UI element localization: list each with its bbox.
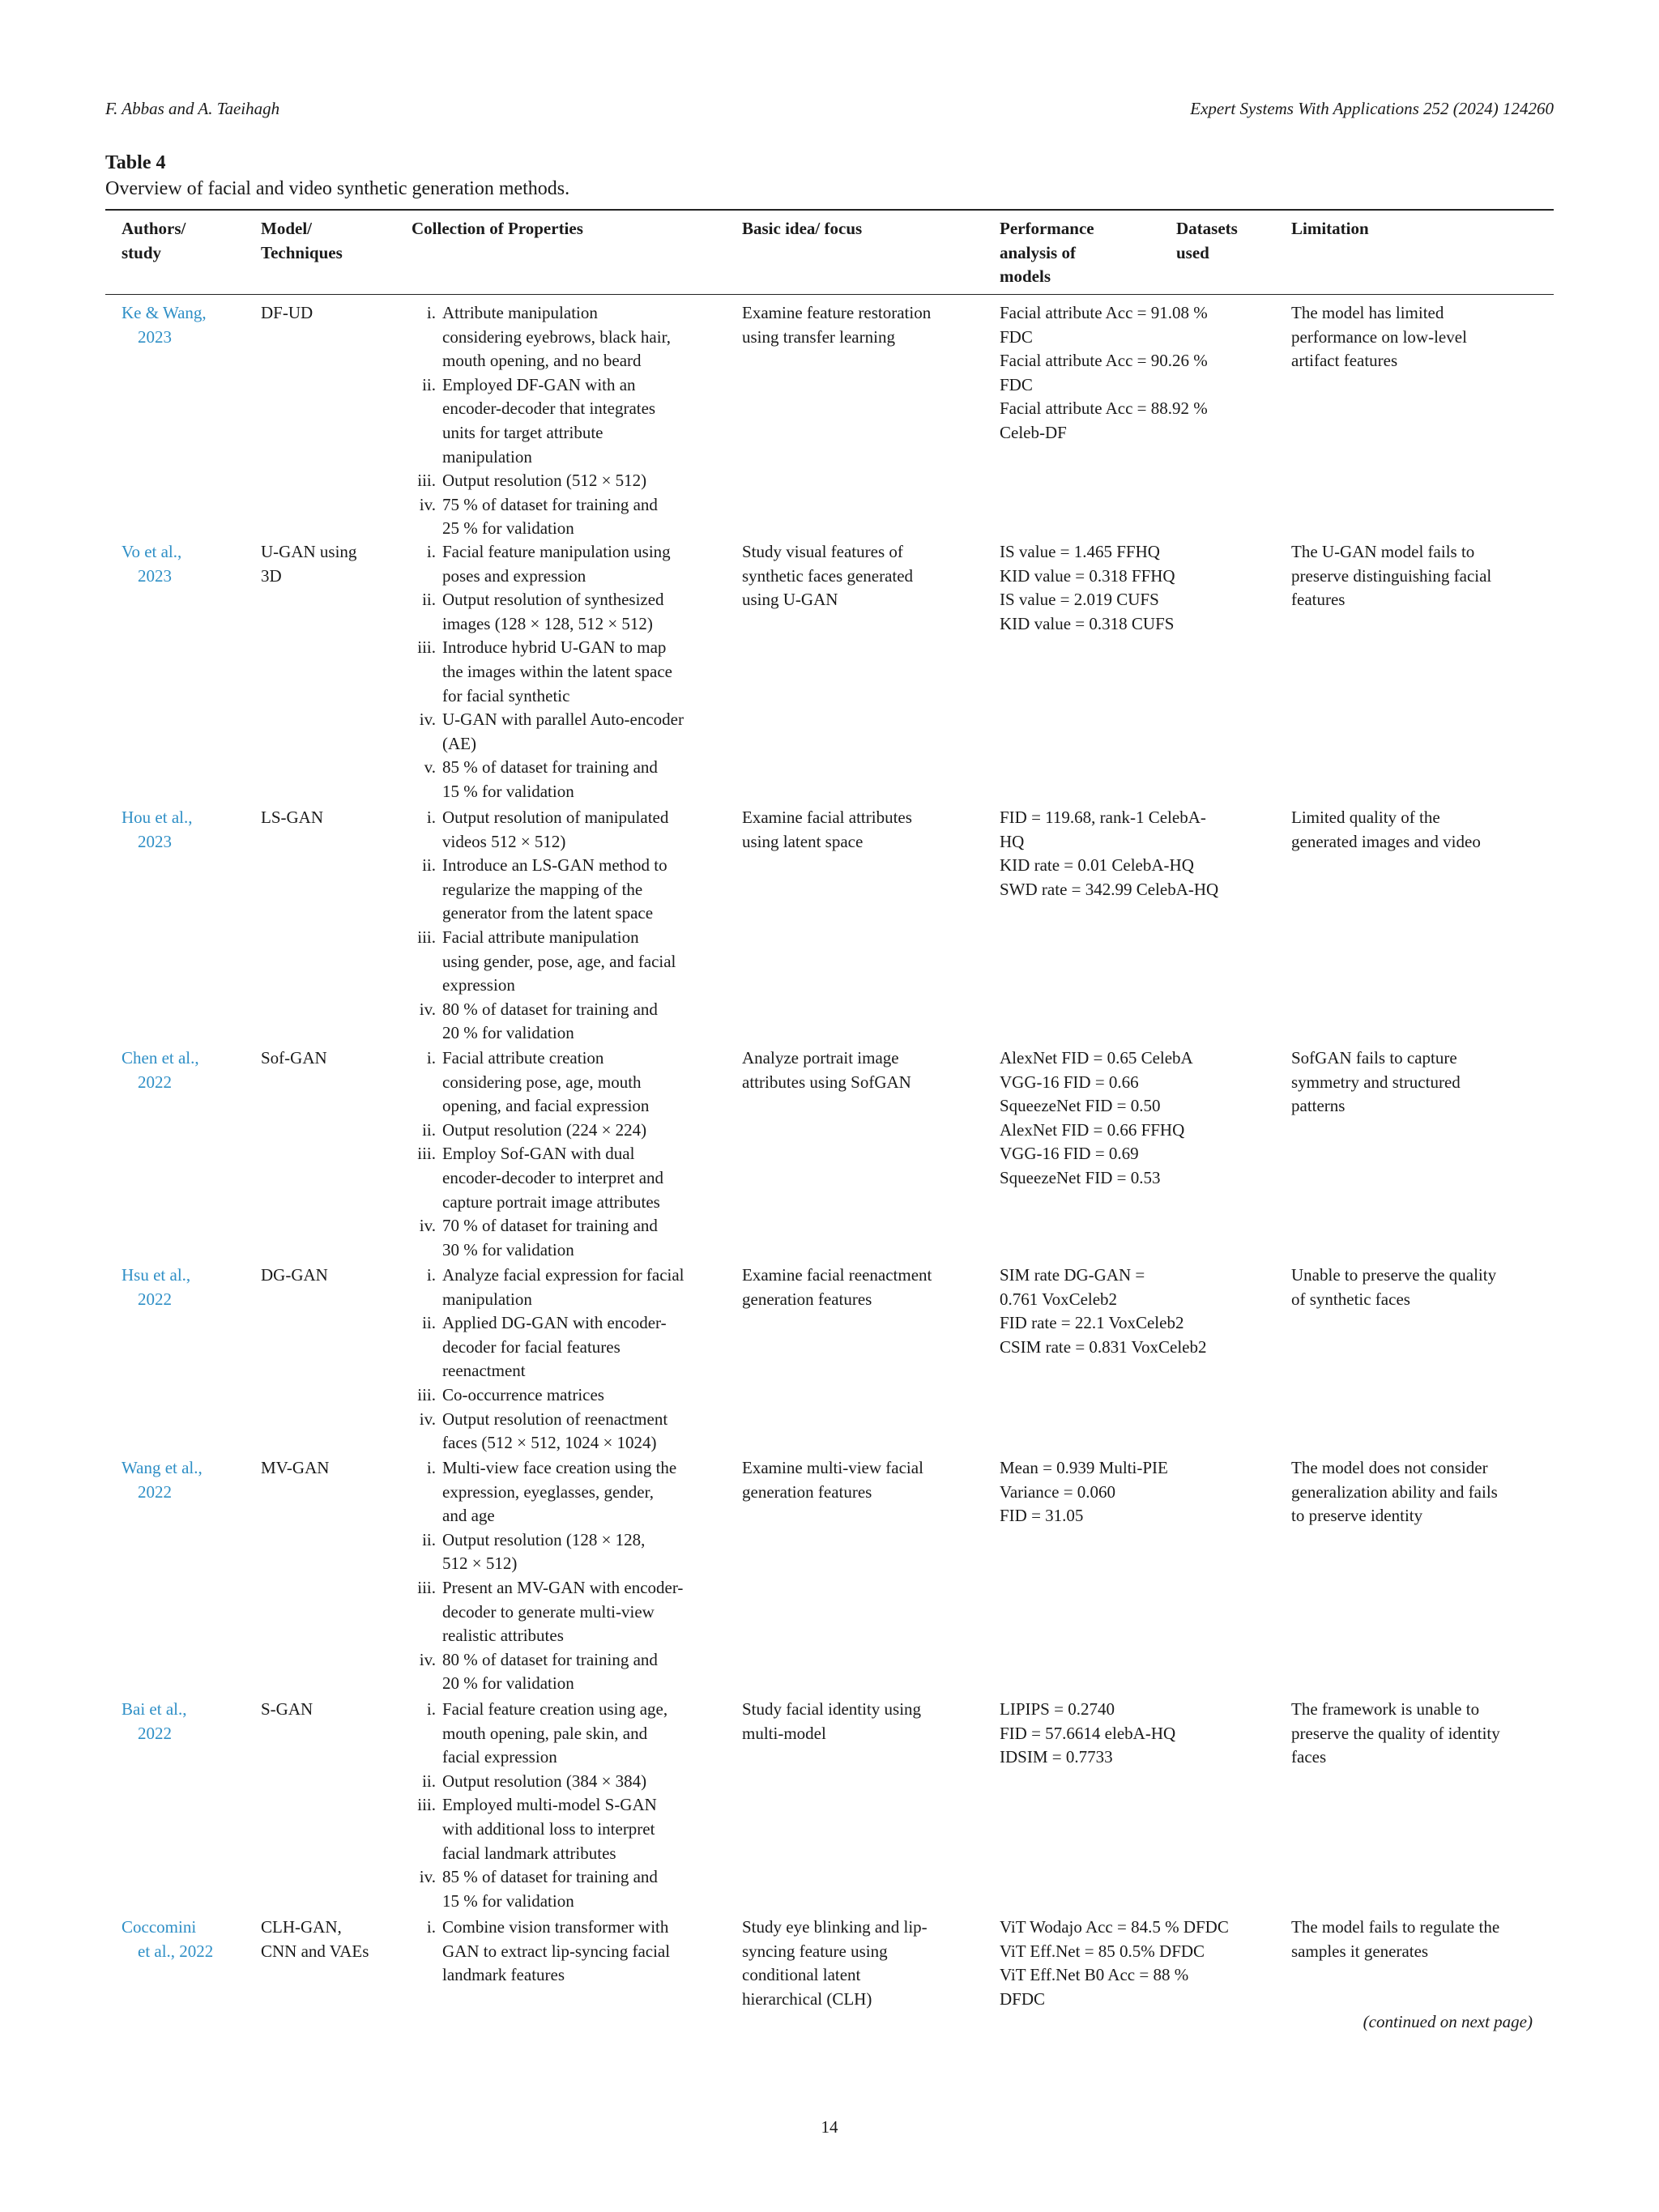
- list-item-number: iv.: [419, 1216, 436, 1236]
- list-item: [412, 1793, 825, 1865]
- header-authors: F. Abbas and A. Taeihagh: [105, 99, 280, 118]
- limitation-cell: The model does not consider generalization ability and fails to preserve identity: [1291, 1458, 1498, 1526]
- list-item: [412, 756, 825, 803]
- author-citation-link[interactable]: Bai et al., 2022: [122, 1699, 187, 1743]
- basic-idea-cell: Examine facial reenactment generation features: [742, 1265, 932, 1309]
- list-item-number: iii.: [417, 1144, 436, 1164]
- list-item-number: i.: [426, 1917, 436, 1937]
- list-item-text: Employed multi-model S-GAN with additional loss to interpret facial landmark attributes: [442, 1795, 657, 1863]
- list-item-text: Output resolution of manipulated videos 512 × 512): [442, 808, 669, 851]
- limitation-cell: Unable to preserve the quality of synthetic faces: [1291, 1265, 1497, 1309]
- basic-idea-cell: Analyze portrait image attributes using SofGAN: [742, 1048, 911, 1092]
- list-item-text: Present an MV-GAN with encoder- decoder to generate multi-view realistic attributes: [442, 1577, 684, 1646]
- author-citation-link[interactable]: Ke & Wang, 2023: [122, 303, 207, 347]
- list-item-number: iv.: [419, 1409, 436, 1429]
- col-header-authors: Authors/ study: [122, 219, 186, 262]
- limitation-cell: The model fails to regulate the samples it generates: [1291, 1917, 1500, 1961]
- basic-idea-cell: Study facial identity using multi-model: [742, 1699, 922, 1743]
- list-item-number: ii.: [422, 855, 436, 876]
- header-journal: Expert Systems With Applications 252 (2024) 124260: [1190, 99, 1554, 118]
- model-cell: U-GAN using 3D: [261, 542, 357, 586]
- limitation-cell: SofGAN fails to capture symmetry and structured patterns: [1291, 1048, 1461, 1116]
- list-item-text: Output resolution (384 × 384): [442, 1771, 647, 1791]
- list-item: [412, 1214, 825, 1262]
- list-item-number: i.: [426, 1265, 436, 1285]
- limitation-cell: The model has limited performance on low-level artifact features: [1291, 303, 1467, 371]
- list-item-number: iii.: [417, 1384, 436, 1404]
- col-header-limitation: Limitation: [1291, 219, 1369, 238]
- running-header: [105, 99, 1554, 123]
- list-item-number: ii.: [422, 1313, 436, 1333]
- list-item-text: Co-occurrence matrices: [442, 1384, 604, 1404]
- list-item-text: 85 % of dataset for training and 15 % for validation: [442, 1867, 658, 1911]
- list-item: [412, 1770, 825, 1794]
- list-item: [412, 469, 825, 493]
- list-item-text: Facial feature manipulation using poses and expression: [442, 542, 671, 586]
- limitation-cell: Limited quality of the generated images and video: [1291, 808, 1481, 851]
- list-item: [412, 493, 825, 541]
- col-header-datasets: Datasets used: [1176, 219, 1238, 262]
- list-item-number: v.: [424, 757, 436, 778]
- list-item: [412, 1865, 825, 1913]
- list-item-text: Introduce hybrid U-GAN to map the images within the latent space for facial synthetic: [442, 637, 672, 705]
- list-item-number: i.: [426, 808, 436, 827]
- list-item: [412, 1576, 825, 1648]
- list-item-number: i.: [426, 1048, 436, 1068]
- col-header-performance: Performance analysis of models: [1000, 219, 1094, 287]
- list-item-text: 80 % of dataset for training and 20 % for validation: [442, 1649, 658, 1694]
- list-item-text: Applied DG-GAN with encoder- decoder for facial features reenactment: [442, 1313, 667, 1381]
- list-item: [412, 854, 825, 926]
- list-item-number: iv.: [419, 1649, 436, 1669]
- list-item: [412, 1142, 825, 1214]
- list-item: [412, 1528, 825, 1576]
- model-cell: DG-GAN: [261, 1265, 328, 1285]
- page-number: 14: [821, 2117, 838, 2137]
- list-item-number: i.: [426, 1458, 436, 1477]
- list-item: [412, 636, 825, 708]
- list-item-text: U-GAN with parallel Auto-encoder (AE): [442, 710, 684, 753]
- limitation-cell: The framework is unable to preserve the quality of identity faces: [1291, 1699, 1500, 1767]
- model-cell: DF-UD: [261, 303, 313, 322]
- list-item: [412, 708, 825, 756]
- author-citation-link[interactable]: Chen et al., 2022: [122, 1048, 199, 1092]
- list-item-number: iii.: [417, 471, 436, 491]
- list-item: [412, 998, 825, 1046]
- list-item-text: Multi-view face creation using the expression, eyeglasses, gender, and age: [442, 1458, 677, 1526]
- list-item-number: iv.: [419, 1867, 436, 1887]
- list-item-text: Output resolution (128 × 128, 512 × 512): [442, 1529, 646, 1574]
- performance-cell: LIPIPS = 0.2740 FID = 57.6614 elebA-HQ IDSIM = 0.7733: [1000, 1699, 1176, 1767]
- list-item-text: Analyze facial expression for facial manipulation: [442, 1265, 684, 1309]
- list-item-number: iii.: [417, 1577, 436, 1597]
- list-item-number: iii.: [417, 1795, 436, 1815]
- list-item-text: Attribute manipulation considering eyebrows, black hair, mouth opening, and no beard: [442, 303, 671, 371]
- list-item-number: ii.: [422, 374, 436, 394]
- author-citation-link[interactable]: Coccomini et al., 2022: [122, 1917, 214, 1961]
- model-cell: Sof-GAN: [261, 1048, 327, 1068]
- list-item-number: ii.: [422, 590, 436, 610]
- author-citation-link[interactable]: Wang et al., 2022: [122, 1458, 203, 1502]
- list-item-text: 80 % of dataset for training and 20 % for validation: [442, 999, 658, 1043]
- col-header-model: Model/ Techniques: [261, 219, 343, 262]
- list-item-number: i.: [426, 303, 436, 322]
- performance-cell: Facial attribute Acc = 91.08 % FDC Facial attribute Acc = 90.26 % FDC Facial attribute Acc = 88.92 % Celeb-DF: [1000, 303, 1208, 442]
- performance-cell: AlexNet FID = 0.65 CelebA VGG-16 FID = 0.66 SqueezeNet FID = 0.50 AlexNet FID = 0.66 FFHQ VGG-16 FID = 0.69 SqueezeNet FID = 0.53: [1000, 1048, 1193, 1187]
- table-label: Table 4: [105, 152, 166, 173]
- list-item: [412, 373, 825, 469]
- performance-cell: Mean = 0.939 Multi-PIE Variance = 0.060 FID = 31.05: [1000, 1458, 1168, 1526]
- list-item-text: Facial attribute creation considering pose, age, mouth opening, and facial expression: [442, 1048, 650, 1116]
- list-item-text: 75 % of dataset for training and 25 % for validation: [442, 494, 658, 539]
- model-cell: CLH-GAN, CNN and VAEs: [261, 1917, 369, 1961]
- list-item-number: i.: [426, 542, 436, 561]
- table-header-rule: [105, 294, 1554, 295]
- author-citation-link[interactable]: Vo et al., 2023: [122, 542, 182, 586]
- limitation-cell: The U-GAN model fails to preserve distinguishing facial features: [1291, 542, 1492, 610]
- list-item-text: 70 % of dataset for training and 30 % for validation: [442, 1216, 658, 1259]
- list-item-number: ii.: [422, 1119, 436, 1140]
- list-item-number: i.: [426, 1699, 436, 1719]
- list-item: [412, 1119, 825, 1143]
- list-item-number: iv.: [419, 999, 436, 1019]
- list-item: [412, 1383, 825, 1408]
- performance-cell: IS value = 1.465 FFHQ KID value = 0.318 FFHQ IS value = 2.019 CUFS KID value = 0.318 CUFS: [1000, 542, 1175, 633]
- list-item-text: Output resolution of synthesized images (128 × 128, 512 × 512): [442, 590, 664, 633]
- table-caption: Overview of facial and video synthetic generation methods.: [105, 178, 570, 199]
- list-item-text: Output resolution of reenactment faces (512 × 512, 1024 × 1024): [442, 1409, 668, 1453]
- col-header-properties: Collection of Properties: [412, 219, 583, 238]
- list-item-text: Facial feature creation using age, mouth opening, pale skin, and facial expression: [442, 1699, 668, 1767]
- list-item-number: ii.: [422, 1529, 436, 1549]
- basic-idea-cell: Examine facial attributes using latent space: [742, 808, 912, 851]
- basic-idea-cell: Study eye blinking and lip- syncing feature using conditional latent hierarchical (CLH): [742, 1917, 928, 2009]
- list-item: [412, 1311, 825, 1383]
- basic-idea-cell: Examine feature restoration using transfer learning: [742, 303, 932, 347]
- col-header-basic-idea: Basic idea/ focus: [742, 219, 863, 238]
- list-item-text: Employed DF-GAN with an encoder-decoder that integrates units for target attribute manipulation: [442, 374, 656, 467]
- model-cell: MV-GAN: [261, 1458, 330, 1477]
- list-item-number: iv.: [419, 710, 436, 730]
- list-item-text: Combine vision transformer with GAN to extract lip-syncing facial landmark features: [442, 1917, 671, 1985]
- list-item-text: Output resolution (224 × 224): [442, 1119, 647, 1140]
- continued-note: (continued on next page): [1363, 2012, 1533, 2031]
- basic-idea-cell: Study visual features of synthetic faces generated using U-GAN: [742, 542, 914, 610]
- performance-cell: SIM rate DG-GAN = 0.761 VoxCeleb2 FID rate = 22.1 VoxCeleb2 CSIM rate = 0.831 VoxCeleb2: [1000, 1265, 1207, 1357]
- list-item: [412, 1648, 825, 1696]
- list-item-text: Introduce an LS-GAN method to regularize the mapping of the generator from the latent space: [442, 855, 667, 923]
- list-item-number: ii.: [422, 1771, 436, 1791]
- list-item-number: iv.: [419, 494, 436, 514]
- list-item-text: Employ Sof-GAN with dual encoder-decoder to interpret and capture portrait image attributes: [442, 1144, 664, 1212]
- list-item: [412, 1408, 825, 1455]
- list-item-number: iii.: [417, 927, 436, 947]
- author-citation-link[interactable]: Hou et al., 2023: [122, 808, 193, 851]
- list-item-text: Output resolution (512 × 512): [442, 471, 647, 491]
- performance-cell: ViT Wodajo Acc = 84.5 % DFDC ViT Eff.Net = 85 0.5% DFDC ViT Eff.Net B0 Acc = 88 % DFDC: [1000, 1917, 1229, 2009]
- list-item-text: Facial attribute manipulation using gender, pose, age, and facial expression: [442, 927, 676, 995]
- list-item: [412, 926, 825, 998]
- performance-cell: FID = 119.68, rank-1 CelebA- HQ KID rate = 0.01 CelebA-HQ SWD rate = 342.99 CelebA-HQ: [1000, 808, 1219, 899]
- model-cell: LS-GAN: [261, 808, 323, 827]
- model-cell: S-GAN: [261, 1699, 313, 1719]
- table-top-rule: [105, 209, 1554, 211]
- author-citation-link[interactable]: Hsu et al., 2022: [122, 1265, 191, 1309]
- list-item-text: 85 % of dataset for training and 15 % for validation: [442, 757, 658, 801]
- basic-idea-cell: Examine multi-view facial generation features: [742, 1458, 923, 1502]
- list-item-number: iii.: [417, 637, 436, 658]
